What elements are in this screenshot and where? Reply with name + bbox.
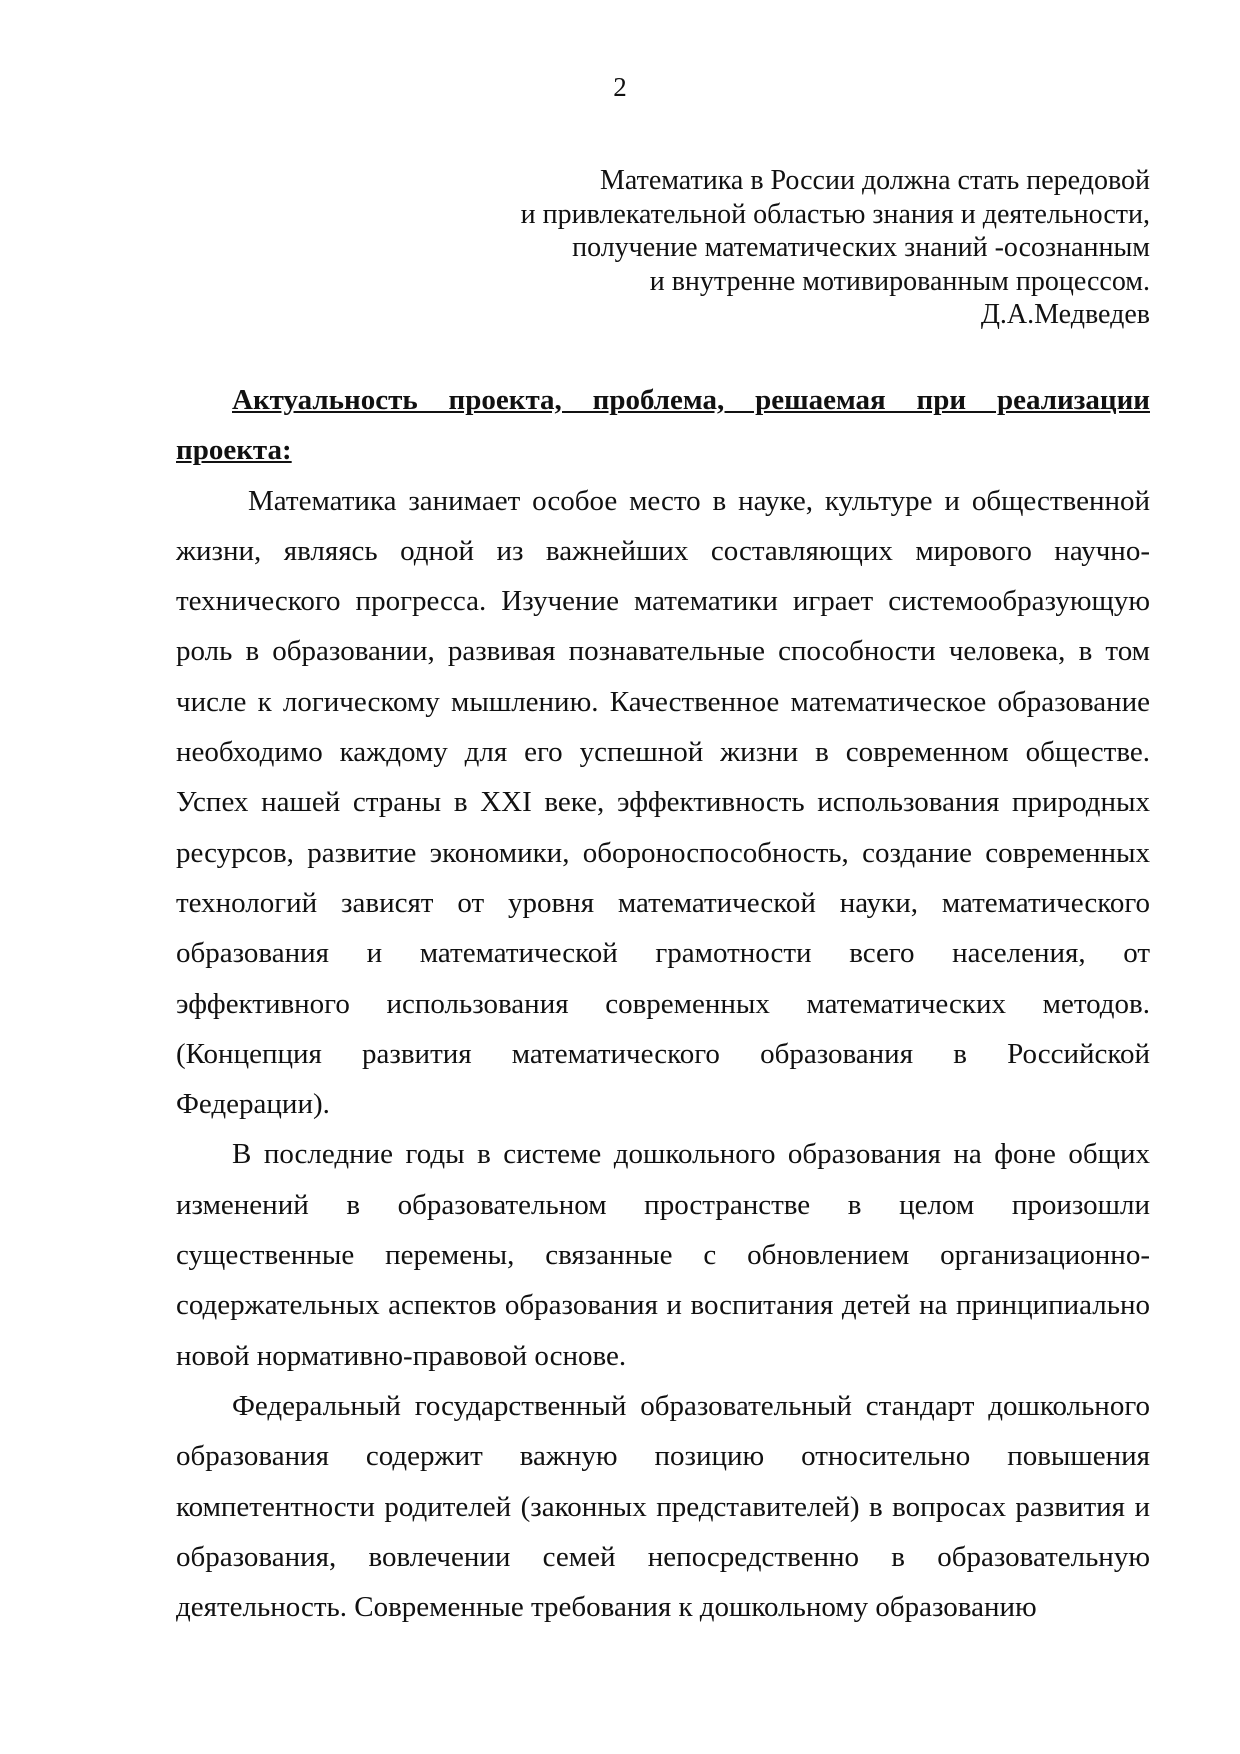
paragraph-line: В последние годы в системе дошкольного образования на фоне общих xyxy=(232,1138,1150,1171)
paragraph-line: компетентности родителей (законных представителей) в вопросах развития и xyxy=(176,1490,1150,1523)
paragraph-line: роль в образовании, развивая познавательные способности человека, в том xyxy=(176,635,1150,668)
paragraph-line: технического прогресса. Изучение математики играет системообразующую xyxy=(176,585,1150,618)
paragraph-line: Федерации). xyxy=(176,1088,330,1121)
paragraph-line: изменений в образовательном пространстве в целом произошли xyxy=(176,1188,1150,1221)
section-heading: проекта: xyxy=(176,434,292,467)
paragraph-line: необходимо каждому для его успешной жизни в современном обществе. xyxy=(176,736,1150,769)
epigraph xyxy=(420,164,1150,332)
page-number: 2 xyxy=(613,72,627,102)
epigraph-line: и внутренне мотивированным процессом. xyxy=(649,265,1150,297)
section-heading: Актуальность проекта, проблема, решаемая при реализации xyxy=(232,384,1150,416)
paragraph-line: (Концепция развития математического образования в Российской xyxy=(176,1037,1150,1070)
epigraph-line: и привлекательной областью знания и деятельности, xyxy=(520,198,1150,230)
paragraph-line: образования содержит важную позицию относительно повышения xyxy=(176,1440,1150,1473)
paragraph-line: образования и математической грамотности всего населения, от xyxy=(176,937,1150,970)
paragraph-line: содержательных аспектов образования и воспитания детей на принципиально xyxy=(176,1289,1150,1322)
paragraph-line: существенные перемены, связанные с обновлением организационно- xyxy=(176,1239,1150,1272)
paragraph-line: Успех нашей страны в XXI веке, эффективность использования природных xyxy=(176,786,1150,819)
epigraph-author: Д.А.Медведев xyxy=(980,299,1150,330)
paragraph-line: деятельность. Современные требования к дошкольному образованию xyxy=(176,1591,1037,1624)
paragraph-line: технологий зависят от уровня математической науки, математического xyxy=(176,886,1150,919)
paragraph-line: Федеральный государственный образовательный стандарт дошкольного xyxy=(232,1389,1150,1422)
paragraph-line: эффективного использования современных математических методов. xyxy=(176,987,1150,1020)
epigraph-line: Математика в России должна стать передовой xyxy=(600,165,1150,196)
paragraph-line: Математика занимает особое место в науке, культуре и общественной xyxy=(248,484,1150,517)
paragraph-line: образования, вовлечении семей непосредственно в образовательную xyxy=(176,1540,1150,1573)
document-body xyxy=(176,375,1150,1632)
epigraph-line: получение математических знаний -осознанным xyxy=(572,232,1150,263)
paragraph-line: ресурсов, развитие экономики, обороноспособность, создание современных xyxy=(176,836,1150,869)
paragraph-line: числе к логическому мышлению. Качественное математическое образование xyxy=(176,685,1150,718)
paragraph-line: жизни, являясь одной из важнейших составляющих мирового научно- xyxy=(176,534,1150,567)
paragraph-line: новой нормативно-правовой основе. xyxy=(176,1339,627,1372)
